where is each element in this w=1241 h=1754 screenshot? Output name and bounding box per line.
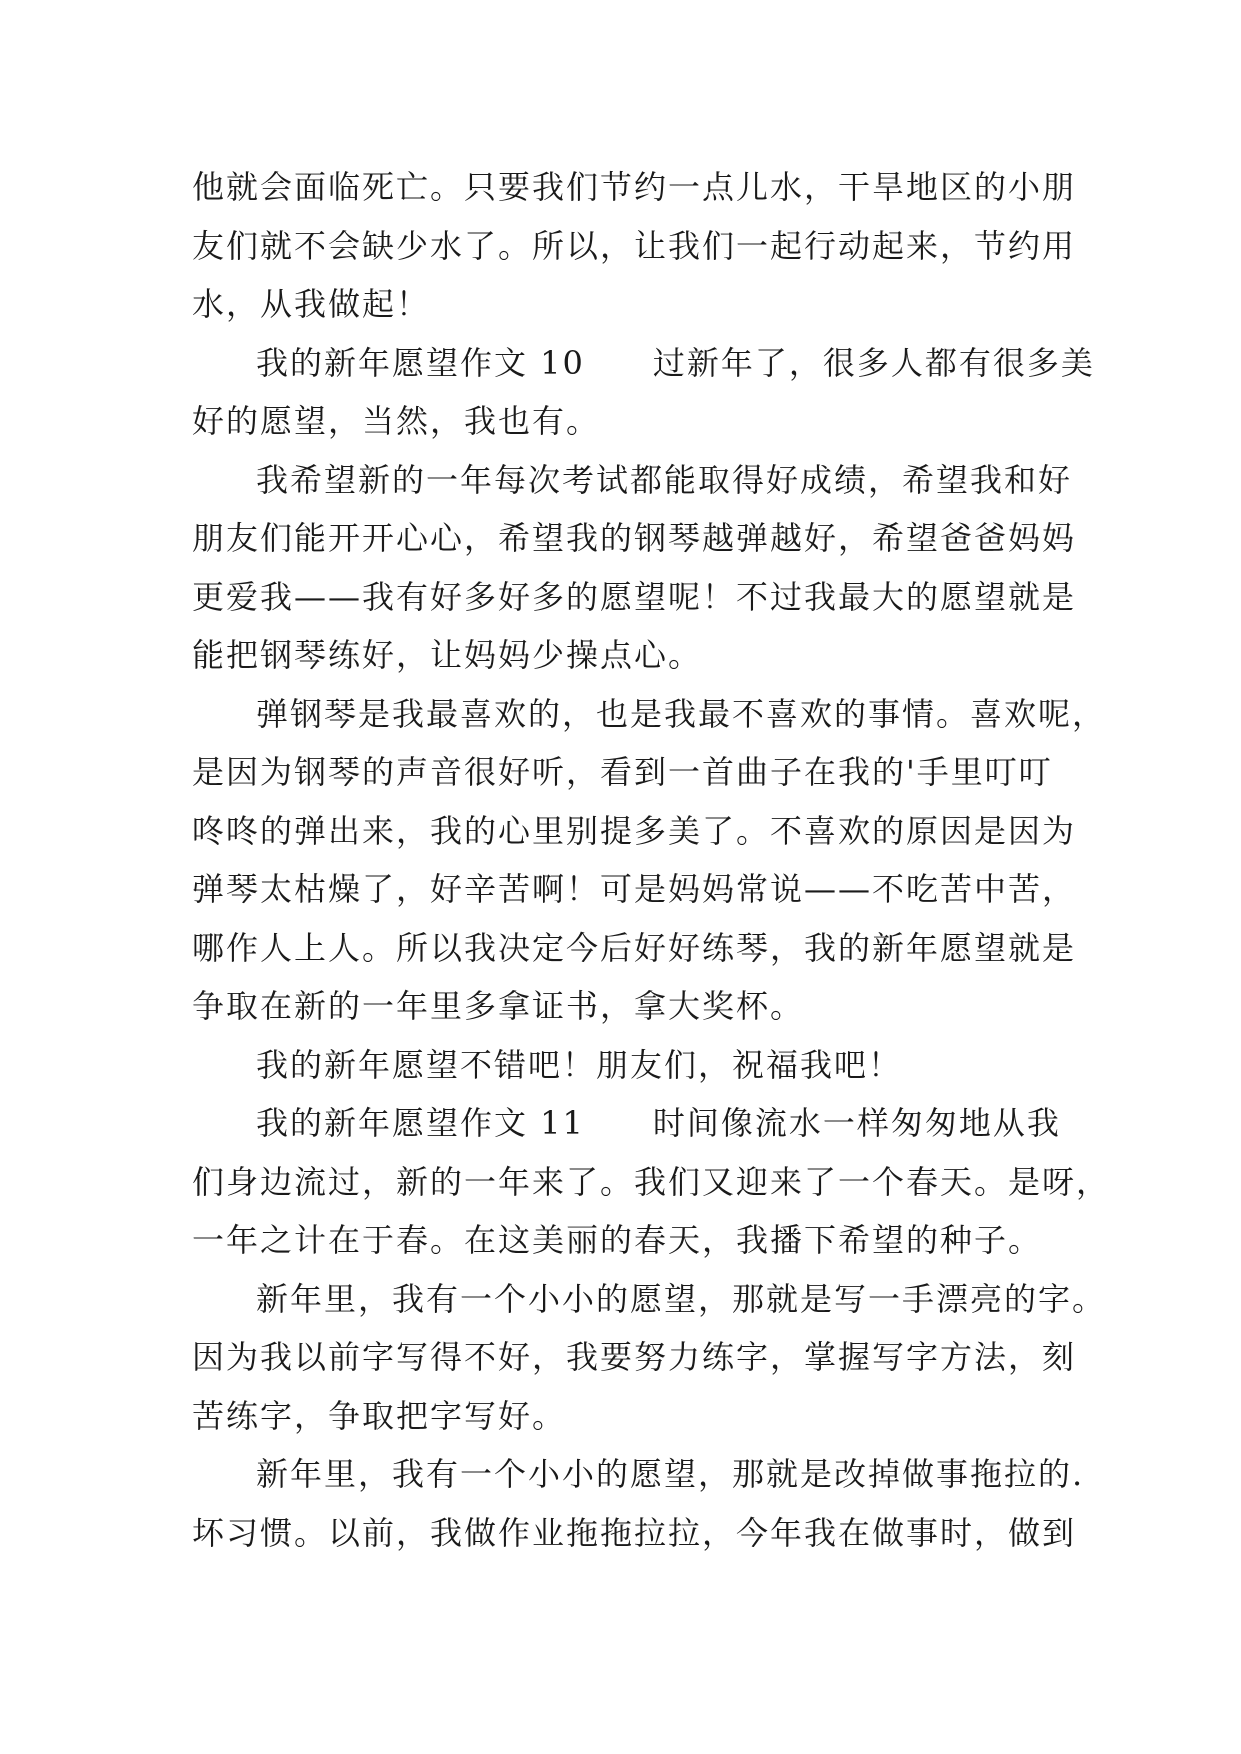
text-line: 哪作人上人。所以我决定今后好好练琴，我的新年愿望就是 bbox=[192, 928, 1077, 967]
text-line: 水，从我做起！ bbox=[192, 285, 431, 323]
paragraph-first-line: 我的新年愿望不错吧！朋友们，祝福我吧！ bbox=[256, 1045, 903, 1084]
text-line: 坏习惯。以前，我做作业拖拖拉拉，今年我在做事时，做到 bbox=[192, 1513, 1077, 1552]
paragraph-first-line: 新年里，我有一个小小的愿望，那就是写一手漂亮的字。 bbox=[256, 1279, 1107, 1318]
text-line: 一年之计在于春。在这美丽的春天，我播下希望的种子。 bbox=[192, 1221, 1043, 1259]
text-line: 弹琴太枯燥了，好辛苦啊！可是妈妈常说——不吃苦中苦， bbox=[192, 870, 1077, 908]
paragraph-first-line: 我的新年愿望作文 11 时间像流水一样匆匆地从我 bbox=[256, 1104, 1061, 1142]
text-line: 好的愿望，当然，我也有。 bbox=[192, 402, 601, 440]
text-line: 争取在新的一年里多拿证书，拿大奖杯。 bbox=[192, 987, 805, 1025]
text-line: 苦练字，争取把字写好。 bbox=[192, 1396, 567, 1435]
paragraph-first-line: 新年里，我有一个小小的愿望，那就是改掉做事拖拉的. bbox=[256, 1455, 1085, 1493]
text-line: 因为我以前字写得不好，我要努力练字，掌握写字方法，刻 bbox=[192, 1338, 1077, 1376]
paragraph-first-line: 我的新年愿望作文 10 过新年了，很多人都有很多美 bbox=[256, 343, 1095, 382]
paragraph-first-line: 我希望新的一年每次考试都能取得好成绩，希望我和好 bbox=[256, 460, 1073, 499]
text-line: 更爱我——我有好多好多的愿望呢！不过我最大的愿望就是 bbox=[192, 577, 1077, 616]
text-line: 他就会面临死亡。只要我们节约一点儿水，干旱地区的小朋 bbox=[192, 168, 1077, 206]
text-line: 咚咚的弹出来，我的心里别提多美了。不喜欢的原因是因为 bbox=[192, 811, 1077, 850]
text-line: 朋友们能开开心心，希望我的钢琴越弹越好，希望爸爸妈妈 bbox=[192, 519, 1077, 557]
text-line: 是因为钢琴的声音很好听，看到一首曲子在我的'手里叮叮 bbox=[192, 753, 1053, 791]
text-line: 们身边流过，新的一年来了。我们又迎来了一个春天。是呀， bbox=[192, 1162, 1111, 1201]
text-line: 友们就不会缺少水了。所以，让我们一起行动起来，节约用 bbox=[192, 226, 1077, 265]
essay-body bbox=[192, 158, 1111, 1562]
paragraph-first-line: 弹钢琴是我最喜欢的，也是我最不喜欢的事情。喜欢呢， bbox=[256, 694, 1107, 733]
text-line: 能把钢琴练好，让妈妈少操点心。 bbox=[192, 636, 703, 674]
